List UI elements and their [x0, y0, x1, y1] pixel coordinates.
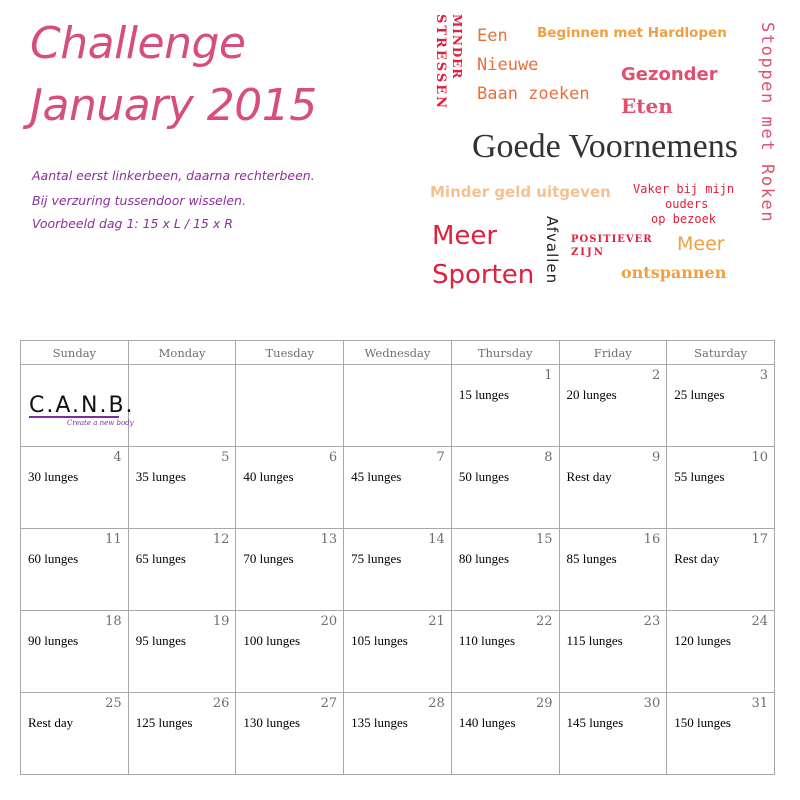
title-line-1: Challenge: [30, 18, 246, 69]
calendar-day-cell: [128, 611, 236, 693]
day-number: 26: [212, 696, 230, 711]
calendar-day-cell: [451, 447, 559, 529]
title-line-2: January 2015: [30, 80, 317, 131]
day-activity: 20 lunges: [566, 387, 617, 402]
word-een: Een: [477, 26, 508, 46]
word-nieuwe: Nieuwe: [477, 55, 539, 75]
day-activity: 120 lunges: [674, 633, 731, 648]
calendar-day-cell: [128, 529, 236, 611]
day-number: 27: [320, 696, 338, 711]
weekday-wednesday: Wednesday: [344, 341, 452, 365]
word-minder: MINDER: [450, 14, 464, 80]
weekday-monday: Monday: [128, 341, 236, 365]
day-activity: 100 lunges: [243, 633, 301, 648]
calendar-day-cell: [451, 365, 559, 447]
day-activity: 105 lunges: [351, 633, 408, 648]
word-afvallen: Afvallen: [543, 216, 561, 285]
weekday-header-row: [21, 341, 775, 365]
calendar-week-row: [21, 365, 775, 447]
calendar-day-cell: [21, 529, 129, 611]
calendar-day-cell: [667, 365, 775, 447]
calendar-day-cell: [128, 693, 236, 775]
day-number: 2: [651, 368, 661, 383]
calendar-week-row: [21, 447, 775, 529]
word-vaker-bij-mijn: Vaker bij mijn: [633, 182, 735, 196]
day-activity: 95 lunges: [135, 633, 186, 648]
word-beginnen-met-hardlopen: Beginnen met Hardlopen: [537, 25, 727, 41]
calendar-day-cell: [344, 447, 452, 529]
day-activity: 45 lunges: [351, 469, 402, 484]
day-number: 7: [436, 450, 445, 465]
day-activity: 85 lunges: [566, 551, 617, 566]
word-zijn: ZIJN: [571, 247, 605, 258]
day-activity: 60 lunges: [28, 551, 79, 566]
calendar-day-cell: [21, 611, 129, 693]
calendar-day-cell: [236, 693, 344, 775]
day-activity: Rest day: [674, 551, 720, 566]
calendar-day-cell: [344, 611, 452, 693]
word-eten: Eten: [621, 94, 673, 118]
calendar-day-cell: [559, 611, 667, 693]
day-activity: 140 lunges: [458, 715, 516, 730]
day-number: 17: [751, 532, 768, 547]
day-number: 31: [751, 696, 768, 711]
canb-logo: [29, 393, 135, 427]
instruction-line-3: Voorbeeld dag 1: 15 x L / 15 x R: [32, 216, 233, 231]
word-positiever: POSITIEVER: [571, 234, 653, 245]
day-number: 8: [544, 450, 553, 465]
word-stoppen-met-roken: Stoppen met Roken: [757, 22, 777, 224]
day-number: 29: [535, 696, 553, 711]
day-activity: 70 lunges: [243, 551, 294, 566]
calendar-day-cell: [559, 529, 667, 611]
calendar-day-cell: [236, 365, 344, 447]
day-number: 23: [643, 614, 661, 629]
calendar-day-cell: [451, 693, 559, 775]
day-activity: 110 lunges: [458, 633, 516, 648]
instruction-line-1: Aantal eerst linkerbeen, daarna rechterbeen.: [32, 168, 315, 183]
word-ontspannen: ontspannen: [621, 263, 727, 282]
day-activity: Rest day: [28, 715, 74, 730]
day-activity: 65 lunges: [135, 551, 186, 566]
calendar-day-cell: [451, 611, 559, 693]
day-number: 1: [544, 368, 553, 383]
day-activity: 25 lunges: [674, 387, 725, 402]
word-meer-2: Meer: [677, 233, 725, 255]
day-activity: 130 lunges: [243, 715, 301, 730]
day-activity: 125 lunges: [135, 715, 193, 730]
word-op-bezoek: op bezoek: [651, 212, 717, 226]
calendar-day-cell: [667, 693, 775, 775]
day-number: 13: [320, 532, 338, 547]
calendar-day-cell: [559, 447, 667, 529]
weekday-thursday: Thursday: [451, 341, 559, 365]
day-activity: 55 lunges: [674, 469, 725, 484]
logo-subtitle: Create a new body: [67, 419, 134, 427]
calendar-day-cell: [559, 693, 667, 775]
day-number: 10: [751, 450, 768, 465]
day-number: 16: [643, 532, 661, 547]
calendar-day-cell: [21, 693, 129, 775]
word-sporten: Sporten: [432, 260, 535, 290]
resolutions-word-cloud: [425, 8, 795, 308]
day-number: 6: [328, 450, 338, 465]
calendar-day-cell: [21, 365, 135, 447]
calendar-week-row: [21, 693, 775, 775]
day-number: 3: [759, 368, 768, 383]
calendar-day-cell: [236, 529, 344, 611]
day-activity: 145 lunges: [566, 715, 624, 730]
calendar-day-cell: [667, 529, 775, 611]
calendar-day-cell: [344, 693, 452, 775]
day-number: 22: [535, 614, 553, 629]
day-activity: 50 lunges: [458, 469, 510, 484]
word-meer-1: Meer: [432, 221, 498, 251]
day-activity: 150 lunges: [674, 715, 731, 730]
day-number: 15: [535, 532, 553, 547]
word-baan-zoeken: Baan zoeken: [477, 84, 590, 104]
day-number: 4: [113, 450, 122, 465]
calendar-week-row: [21, 611, 775, 693]
weekday-tuesday: Tuesday: [236, 341, 344, 365]
day-activity: 30 lunges: [28, 469, 79, 484]
day-number: 5: [221, 450, 230, 465]
day-number: 11: [105, 532, 122, 547]
word-stressen: STRESSEN: [433, 14, 448, 111]
calendar-day-cell: [236, 447, 344, 529]
calendar-day-cell: [451, 529, 559, 611]
word-ouders: ouders: [665, 197, 709, 211]
day-number: 30: [643, 696, 661, 711]
weekday-friday: Friday: [559, 341, 667, 365]
day-activity: 40 lunges: [243, 469, 294, 484]
weekday-saturday: Saturday: [667, 341, 775, 365]
day-activity: 35 lunges: [135, 469, 186, 484]
january-calendar: [20, 340, 775, 775]
calendar-day-cell: [667, 611, 775, 693]
weekday-sunday: Sunday: [21, 341, 129, 365]
day-activity: Rest day: [566, 469, 612, 484]
day-number: 24: [751, 614, 768, 629]
day-number: 20: [320, 614, 338, 629]
day-number: 25: [105, 696, 122, 711]
day-number: 21: [428, 614, 445, 629]
calendar-day-cell: [128, 447, 236, 529]
calendar-day-cell: [236, 611, 344, 693]
calendar-day-cell: [128, 365, 236, 447]
calendar-day-cell: [344, 365, 452, 447]
day-activity: 15 lunges: [458, 387, 510, 402]
word-gezonder: Gezonder: [621, 64, 718, 85]
day-activity: 80 lunges: [458, 551, 510, 566]
calendar-day-cell: [344, 529, 452, 611]
calendar-day-cell: [559, 365, 667, 447]
day-number: 18: [105, 614, 122, 629]
calendar-week-row: [21, 529, 775, 611]
day-activity: 115 lunges: [566, 633, 623, 648]
day-number: 12: [212, 532, 230, 547]
word-minder-geld-uitgeven: Minder geld uitgeven: [430, 183, 611, 201]
day-activity: 90 lunges: [28, 633, 79, 648]
day-number: 14: [428, 532, 445, 547]
word-goede-voornemens: Goede Voornemens: [472, 128, 738, 165]
day-number: 19: [212, 614, 230, 629]
day-number: 28: [428, 696, 445, 711]
day-activity: 135 lunges: [351, 715, 408, 730]
day-number: 9: [651, 450, 661, 465]
day-activity: 75 lunges: [351, 551, 402, 566]
instruction-line-2: Bij verzuring tussendoor wisselen.: [32, 193, 246, 208]
calendar-day-cell: [667, 447, 775, 529]
logo-text: C.A.N.B.: [29, 393, 135, 418]
calendar-day-cell: [21, 447, 129, 529]
